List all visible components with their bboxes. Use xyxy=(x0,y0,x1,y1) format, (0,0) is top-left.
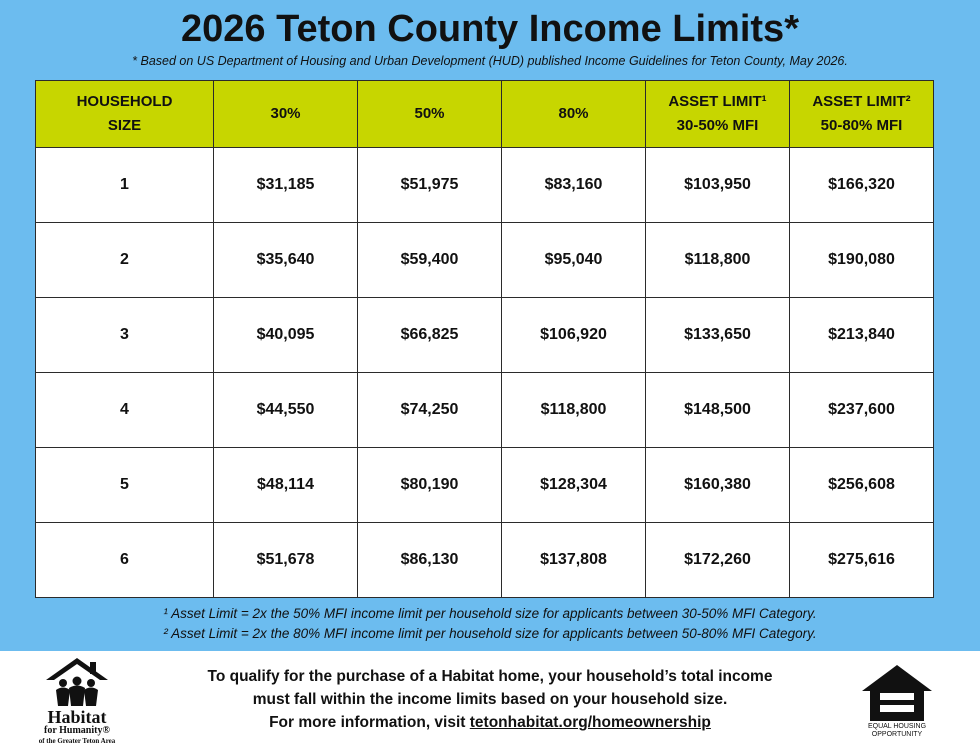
table-cell: $148,500 xyxy=(646,373,790,448)
table-cell: $118,800 xyxy=(502,373,646,448)
table-cell: $166,320 xyxy=(790,148,934,223)
eho-line-2: OPPORTUNITY xyxy=(871,730,923,738)
table-cell: $106,920 xyxy=(502,298,646,373)
header-line: HOUSEHOLD xyxy=(76,93,173,110)
table-cell: $40,095 xyxy=(214,298,358,373)
table-row xyxy=(36,448,934,523)
table-cell: $213,840 xyxy=(790,298,934,373)
table-cell: $51,975 xyxy=(358,148,502,223)
table-cell: 1 xyxy=(36,148,214,223)
header-asset-limit-30-50 xyxy=(646,81,790,148)
eho-line-1: EQUAL HOUSING xyxy=(867,723,927,730)
table-cell: $95,040 xyxy=(502,223,646,298)
header-line: SIZE xyxy=(107,117,142,134)
table-cell: 4 xyxy=(36,373,214,448)
footer-message xyxy=(150,665,830,734)
habitat-area: of the Greater Teton Area xyxy=(38,737,116,745)
header-asset-limit-50-80 xyxy=(790,81,934,148)
footer-line-1: To qualify for the purchase of a Habitat home, your household’s total income xyxy=(207,668,773,685)
table-cell: $256,608 xyxy=(790,448,934,523)
income-limits-table xyxy=(35,80,934,598)
table-cell: $66,825 xyxy=(358,298,502,373)
table-row xyxy=(36,373,934,448)
table-cell: $35,640 xyxy=(214,223,358,298)
header-line: 50-80% MFI xyxy=(820,117,903,134)
header-30-percent xyxy=(214,81,358,148)
table-header-row xyxy=(36,81,934,148)
table-row xyxy=(36,298,934,373)
table-cell: $137,808 xyxy=(502,523,646,598)
page-subtitle: * Based on US Department of Housing and Urban Development (HUD) published Income Guidelines for Teton County, May 2026. xyxy=(132,54,848,68)
table-cell: $128,304 xyxy=(502,448,646,523)
footer-band xyxy=(0,651,980,747)
table-cell: $103,950 xyxy=(646,148,790,223)
table-cell: 5 xyxy=(36,448,214,523)
table-cell: 3 xyxy=(36,298,214,373)
footnote-1: ¹ Asset Limit = 2x the 50% MFI income limit per household size for applicants between 30-50% MFI Category. xyxy=(163,606,817,621)
footer-line-3-prefix: For more information, visit xyxy=(269,714,470,731)
table-cell: $83,160 xyxy=(502,148,646,223)
homeownership-link[interactable]: tetonhabitat.org/homeownership xyxy=(469,714,711,731)
habitat-name: Habitat xyxy=(47,707,107,727)
table-cell: $275,616 xyxy=(790,523,934,598)
header-line: 30-50% MFI xyxy=(676,117,759,134)
header-line: 80% xyxy=(558,105,589,122)
footnotes xyxy=(0,604,980,644)
habitat-subtitle: for Humanity® xyxy=(44,725,110,736)
table-cell: $80,190 xyxy=(358,448,502,523)
table-cell: $118,800 xyxy=(646,223,790,298)
header-line: 30% xyxy=(270,105,301,122)
table-cell: $190,080 xyxy=(790,223,934,298)
page-title: 2026 Teton County Income Limits* xyxy=(181,8,799,50)
header-80-percent xyxy=(502,81,646,148)
footnote-2: ² Asset Limit = 2x the 80% MFI income limit per household size for applicants between 50-80% MFI Category. xyxy=(163,626,817,641)
table-cell: $74,250 xyxy=(358,373,502,448)
header-household-size xyxy=(36,81,214,148)
table-cell: 6 xyxy=(36,523,214,598)
table-row xyxy=(36,523,934,598)
footer-line-3 xyxy=(150,711,830,734)
table-cell: $31,185 xyxy=(214,148,358,223)
habitat-logo xyxy=(28,656,126,746)
table-row xyxy=(36,223,934,298)
header-line: 50% xyxy=(414,105,445,122)
habitat-house-icon xyxy=(28,656,126,708)
table-cell: $59,400 xyxy=(358,223,502,298)
table-cell: $172,260 xyxy=(646,523,790,598)
footer-line-2: must fall within the income limits based on your household size. xyxy=(252,691,728,708)
equal-housing-icon xyxy=(860,663,934,723)
table-cell: $48,114 xyxy=(214,448,358,523)
table-cell: 2 xyxy=(36,223,214,298)
header-line: ASSET LIMIT² xyxy=(812,93,911,110)
table-cell: $160,380 xyxy=(646,448,790,523)
table-row xyxy=(36,148,934,223)
equal-housing-text xyxy=(860,723,934,738)
equal-housing-logo xyxy=(860,663,934,741)
table-cell: $86,130 xyxy=(358,523,502,598)
table-cell: $44,550 xyxy=(214,373,358,448)
table-cell: $133,650 xyxy=(646,298,790,373)
table-cell: $237,600 xyxy=(790,373,934,448)
header-line: ASSET LIMIT¹ xyxy=(668,93,767,110)
header-50-percent xyxy=(358,81,502,148)
table-cell: $51,678 xyxy=(214,523,358,598)
